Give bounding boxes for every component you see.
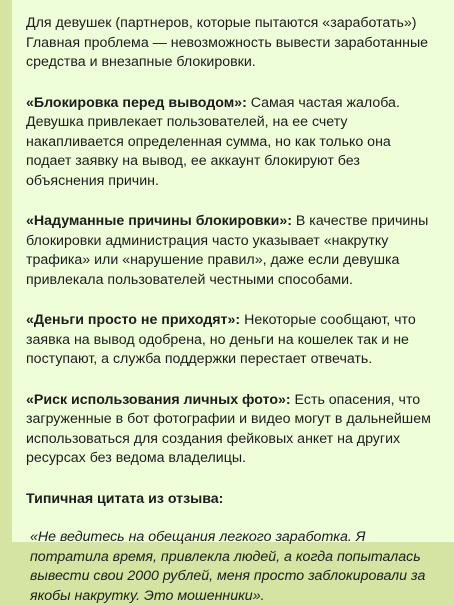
intro-text: Для девушек (партнеров, которые пытаются «заработать») Главная проблема — невозможность вывести заработанные средства и внезапные блокировки. [26, 15, 429, 70]
quote-heading [26, 490, 440, 510]
list-item [26, 94, 440, 192]
item-text: В качестве причины блокировки администрация часто указывает «накрутку трафика» или «нарушение правил», даже если девушка привлекала пользователей честными способами. [26, 213, 429, 288]
list-item [26, 311, 440, 370]
item-text: Самая частая жалоба. Девушка привлекает пользователей, на ее счету накапливается определенная сумма, но как только она подает заявку на вывод, ее аккаунт блокируют без объяснения причин. [26, 94, 400, 189]
list-item [26, 391, 440, 469]
review-quote: «Не ведитесь на обещания легкого заработка. Я потратила время, привлекла людей, а когда попыталась вывести свои 2000 рублей, меня просто заблокировали за якобы накрутку. Это мошенники». [30, 529, 426, 604]
item-title: «Деньги просто не приходят»: [26, 312, 241, 328]
item-text: Некоторые сообщают, что заявка на вывод одобрена, но деньги на кошелек так и не поступают, а служба поддержки перестает отвечать. [26, 312, 416, 367]
item-text: Есть опасения, что загруженные в бот фотографии и видео могут в дальнейшем использоваться для создания фейковых анкет на других ресурсах без ведома владелицы. [26, 391, 431, 466]
message-bubble [12, 0, 454, 604]
item-title: «Надуманные причины блокировки»: [26, 213, 292, 229]
quote-heading-text: Типичная цитата из отзыва: [26, 490, 224, 507]
item-title: «Риск использования личных фото»: [26, 391, 291, 408]
item-title: «Блокировка перед выводом»: [26, 94, 247, 111]
list-item [26, 212, 440, 290]
